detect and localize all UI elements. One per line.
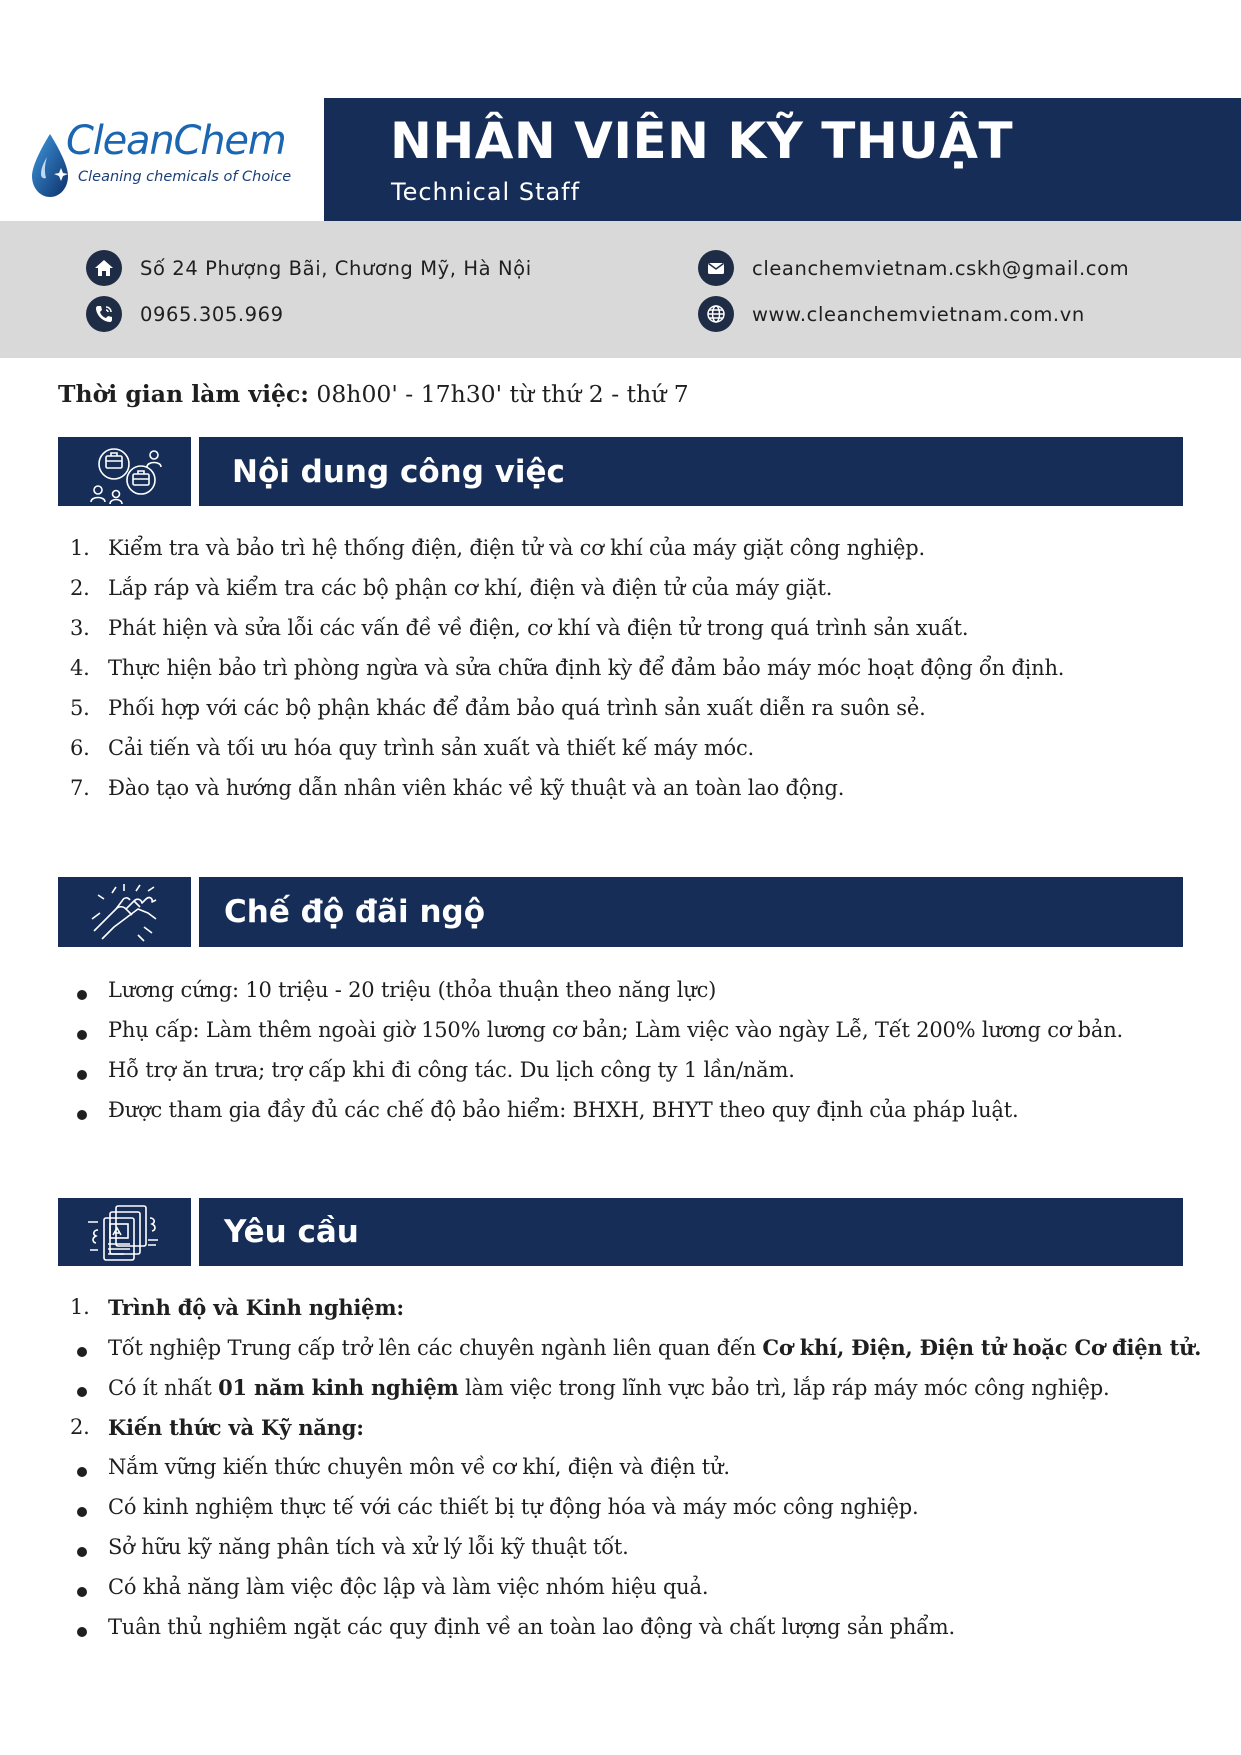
contact-email <box>698 250 1129 286</box>
list-item: 6. Cải tiến và tối ưu hóa quy trình sản xuất và thiết kế máy móc. <box>70 736 755 760</box>
work-time <box>58 380 689 408</box>
phone-icon <box>86 296 122 332</box>
home-icon <box>86 250 122 286</box>
bullet <box>77 1467 87 1477</box>
list-item: Có khả năng làm việc độc lập và làm việc nhóm hiệu quả. <box>58 1575 1218 1615</box>
duties-header <box>199 437 1183 506</box>
requirements-icon-box <box>58 1198 191 1266</box>
globe-icon <box>698 296 734 332</box>
list-item: 3. Phát hiện và sửa lỗi các vấn đề về điện, cơ khí và điện tử trong quá trình sản xuất. <box>70 616 969 640</box>
list-item: Phụ cấp: Làm thêm ngoài giờ 150% lương cơ bản; Làm việc vào ngày Lễ, Tết 200% lương cơ bản. <box>58 1018 1218 1058</box>
benefits-icon-box <box>58 877 191 947</box>
phone-text: 0965.305.969 <box>140 302 284 326</box>
list-item: 1. Kiểm tra và bảo trì hệ thống điện, điện tử và cơ khí của máy giặt công nghiệp. <box>70 536 925 560</box>
list-item: 4. Thực hiện bảo trì phòng ngừa và sửa chữa định kỳ để đảm bảo máy móc hoạt động ổn định. <box>70 656 1065 680</box>
list-item: Được tham gia đầy đủ các chế độ bảo hiểm: BHXH, BHYT theo quy định của pháp luật. <box>58 1098 1218 1138</box>
header-band <box>324 98 1241 221</box>
bullet <box>77 1627 87 1637</box>
contact-address <box>86 250 532 286</box>
job-subtitle: Technical Staff <box>391 178 581 206</box>
logo-name: CleanChem <box>66 118 286 164</box>
duties-title: Nội dung công việc <box>232 453 565 490</box>
bullet <box>77 1507 87 1517</box>
list-item: Nắm vững kiến thức chuyên môn về cơ khí, điện và điện tử. <box>58 1455 1218 1495</box>
requirements-header <box>199 1198 1183 1266</box>
list-item: Có ít nhất 01 năm kinh nghiệm làm việc trong lĩnh vực bảo trì, lắp ráp máy móc công nghiệp. <box>58 1375 1218 1415</box>
list-item: Tốt nghiệp Trung cấp trở lên các chuyên ngành liên quan đến Cơ khí, Điện, Điện tử hoặc Cơ điện tử. <box>58 1335 1218 1375</box>
job-title: NHÂN VIÊN KỸ THUẬT <box>390 112 1014 170</box>
duties-list <box>58 536 1218 816</box>
requirements-list <box>58 1295 1218 1655</box>
requirements-group-heading: 2. Kiến thức và Kỹ năng: <box>70 1415 364 1440</box>
list-item: Tuân thủ nghiêm ngặt các quy định về an toàn lao động và chất lượng sản phẩm. <box>58 1615 1218 1655</box>
team-discussion-icon <box>86 440 164 504</box>
address-text: Số 24 Phượng Bãi, Chương Mỹ, Hà Nội <box>140 256 532 280</box>
bullet <box>77 990 87 1000</box>
documents-icon <box>86 1200 164 1264</box>
list-item: Hỗ trợ ăn trưa; trợ cấp khi đi công tác. Du lịch công ty 1 lần/năm. <box>58 1058 1218 1098</box>
logo-tagline: Cleaning chemicals of Choice <box>78 169 292 185</box>
list-item: Có kinh nghiệm thực tế với các thiết bị tự động hóa và máy móc công nghiệp. <box>58 1495 1218 1535</box>
contact-website <box>698 296 1085 332</box>
requirements-group-heading: 1. Trình độ và Kinh nghiệm: <box>70 1295 404 1320</box>
work-time-value: 08h00' - 17h30' từ thứ 2 - thứ 7 <box>308 380 689 408</box>
website-text: www.cleanchemvietnam.com.vn <box>752 302 1085 326</box>
list-item: Sở hữu kỹ năng phân tích và xử lý lỗi kỹ thuật tốt. <box>58 1535 1218 1575</box>
benefits-title: Chế độ đãi ngộ <box>224 894 486 930</box>
contact-phone <box>86 296 284 332</box>
bullet <box>77 1110 87 1120</box>
benefits-list <box>58 978 1218 1138</box>
list-item: Lương cứng: 10 triệu - 20 triệu (thỏa thuận theo năng lực) <box>58 978 1218 1018</box>
bullet <box>77 1547 87 1557</box>
requirements-title: Yêu cầu <box>224 1214 359 1250</box>
list-item: 7. Đào tạo và hướng dẫn nhân viên khác về kỹ thuật và an toàn lao động. <box>70 776 845 800</box>
work-time-label: Thời gian làm việc: <box>58 380 309 408</box>
bullet <box>77 1387 87 1397</box>
bullet <box>77 1070 87 1080</box>
contact-band <box>0 221 1241 358</box>
hands-together-icon <box>86 879 164 945</box>
company-logo <box>28 118 308 208</box>
mail-icon <box>698 250 734 286</box>
benefits-header <box>199 877 1183 947</box>
list-item: 2. Lắp ráp và kiểm tra các bộ phận cơ khí, điện và điện tử của máy giặt. <box>70 576 833 600</box>
bullet <box>77 1030 87 1040</box>
duties-icon-box <box>58 437 191 506</box>
bullet <box>77 1347 87 1357</box>
bullet <box>77 1587 87 1597</box>
list-item: 5. Phối hợp với các bộ phận khác để đảm bảo quá trình sản xuất diễn ra suôn sẻ. <box>70 696 926 720</box>
email-text: cleanchemvietnam.cskh@gmail.com <box>752 256 1130 280</box>
